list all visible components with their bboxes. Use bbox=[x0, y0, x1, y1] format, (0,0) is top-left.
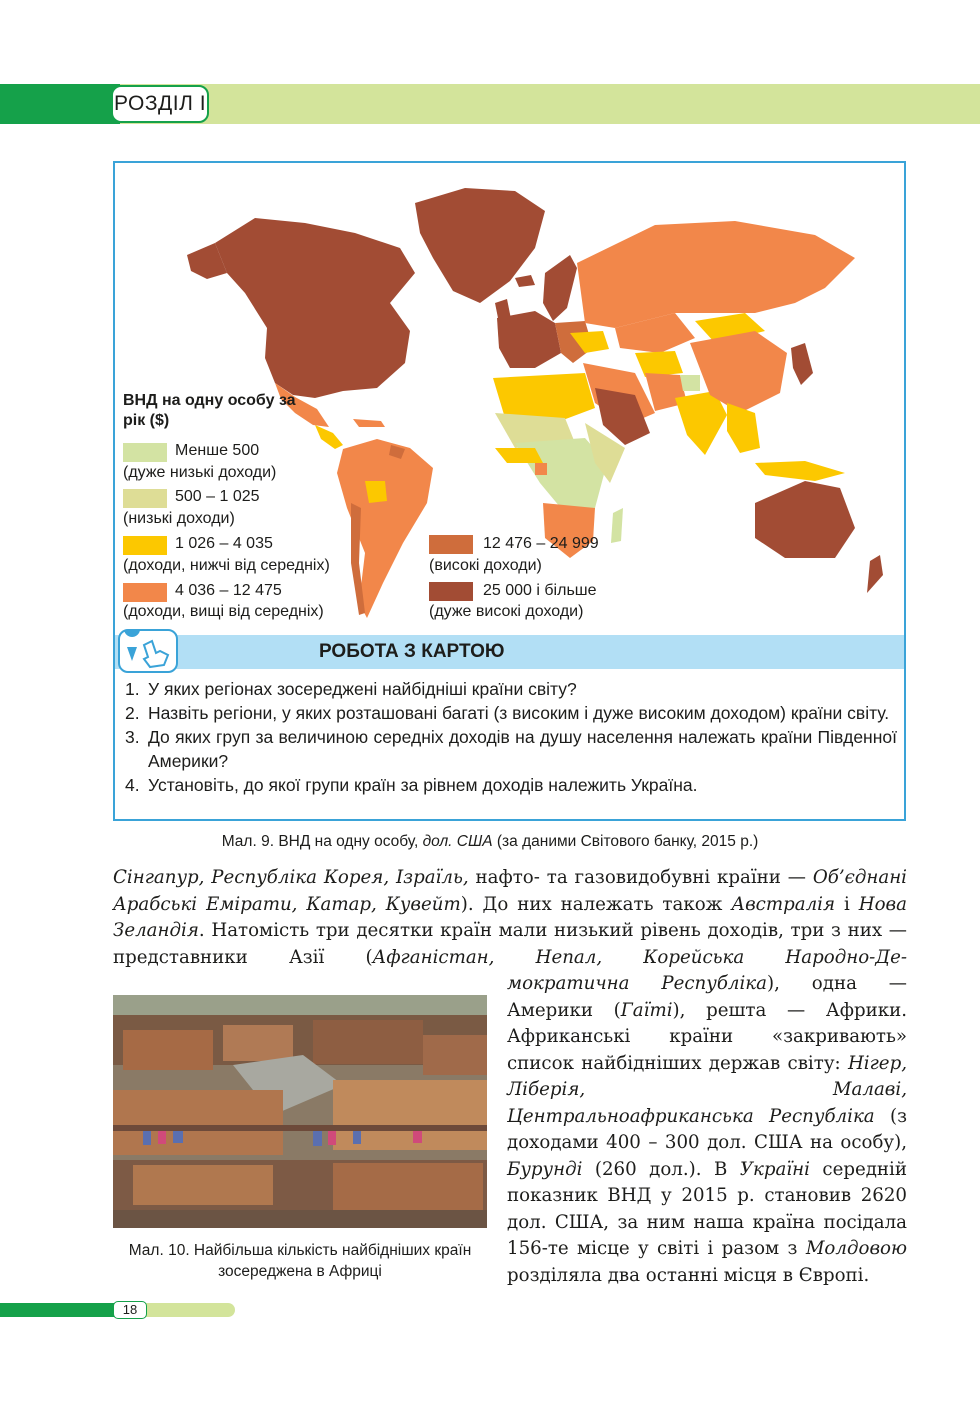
legend-range-low: 500 – 1 025 bbox=[175, 488, 260, 505]
text-italic: Сінгапур, Республіка Корея, Ізраїль, bbox=[113, 867, 469, 888]
header-band-green bbox=[0, 84, 120, 124]
legend-desc-low: (низькі доходи) bbox=[123, 510, 235, 527]
caribbean bbox=[353, 419, 385, 427]
russia bbox=[577, 221, 855, 328]
legend-swatch-lower-middle bbox=[123, 536, 167, 555]
figure-9-caption bbox=[0, 833, 980, 851]
task-number: 3. bbox=[125, 727, 140, 747]
afghanistan bbox=[680, 375, 700, 391]
text: (з доходами 400 – 300 дол. США на особу), bbox=[507, 1105, 908, 1153]
korea-japan bbox=[791, 343, 813, 385]
task-item bbox=[125, 725, 897, 773]
map-work-tasks bbox=[125, 677, 897, 797]
legend-swatch-very-low bbox=[123, 443, 167, 462]
central-america bbox=[315, 425, 343, 449]
text: (260 дол.). В bbox=[582, 1158, 740, 1180]
gabon bbox=[535, 463, 547, 475]
text-italic: мократична Республіка bbox=[507, 973, 768, 994]
text-italic: Нігер, Ліберія, Малаві, Центральноафриканська Республіка bbox=[507, 1052, 907, 1127]
section-label: РОЗДІЛ І bbox=[111, 85, 209, 123]
west-africa-coast bbox=[495, 448, 543, 463]
legend-title: ВНД на одну особу за рік ($) bbox=[123, 392, 296, 429]
task-text: До яких груп за величиною середніх доходів на душу населення належать країни Південної Америки? bbox=[148, 727, 897, 771]
indonesia bbox=[755, 461, 845, 481]
caption-text: Мал. 9. ВНД на одну особу, bbox=[221, 833, 423, 850]
task-item bbox=[125, 773, 897, 797]
text: і bbox=[835, 893, 859, 915]
legend-range-upper-middle: 4 036 – 12 475 bbox=[175, 582, 282, 599]
slum-photo bbox=[113, 995, 487, 1228]
southeast-asia bbox=[727, 403, 760, 453]
legend-desc-lower-middle: (доходи, нижчі від середніх) bbox=[123, 557, 330, 574]
page-number: 18 bbox=[113, 1301, 147, 1319]
header-band-lime bbox=[120, 84, 980, 124]
caption-italic: дол. США bbox=[422, 833, 493, 850]
legend-desc-upper-middle: (доходи, вищі від середніх) bbox=[123, 603, 324, 620]
task-number: 2. bbox=[125, 703, 140, 723]
legend-swatch-very-high bbox=[429, 582, 473, 601]
caption-text: (за даними Світового банку, 2015 р.) bbox=[492, 833, 759, 850]
task-item bbox=[125, 701, 897, 725]
new-zealand bbox=[867, 555, 883, 593]
legend-swatch-upper-middle bbox=[123, 583, 167, 602]
legend-desc-high: (високі доходи) bbox=[429, 557, 542, 574]
text-italic: Молдовою bbox=[805, 1238, 907, 1259]
madagascar bbox=[611, 508, 623, 543]
australia bbox=[755, 481, 855, 558]
text: ), решта — Африки. Африканські країни «закривають» список найбідніших держав світу: bbox=[507, 999, 907, 1074]
text-italic: Нова Зеландія bbox=[113, 893, 907, 941]
footer-band-green bbox=[0, 1303, 120, 1317]
legend-swatch-high bbox=[429, 535, 473, 554]
legend-range-very-high: 25 000 і більше bbox=[483, 582, 597, 599]
north-america bbox=[215, 218, 415, 398]
task-number: 4. bbox=[125, 775, 140, 795]
legend-range-lower-middle: 1 026 – 4 035 bbox=[175, 535, 273, 552]
text-italic: Україні bbox=[739, 1158, 810, 1180]
text: розділяла два останні місця в Європі. bbox=[507, 1264, 870, 1286]
text: ), одна — Америки ( bbox=[507, 973, 907, 1021]
central-asia bbox=[635, 351, 683, 377]
legend-range-high: 12 476 – 24 999 bbox=[483, 535, 599, 552]
text: середній показник ВНД у 2015 р. становив 2620 дол. США, за ним наша країна посідала 156-те місце у світі і разом з bbox=[507, 1158, 907, 1259]
task-text: Назвіть регіони, у яких розташовані багаті (з високим і дуже високим доходом) країни світу. bbox=[148, 703, 890, 723]
paragraph-rich-countries bbox=[113, 865, 907, 971]
task-text: У яких регіонах зосереджені найбідніші країни світу? bbox=[148, 679, 577, 699]
legend-desc-very-high: (дуже високі доходи) bbox=[429, 603, 584, 620]
text-italic: Об’єднані Арабські Емірати, Катар, Кувейт bbox=[113, 867, 908, 915]
scandinavia bbox=[543, 255, 577, 321]
iceland bbox=[515, 275, 535, 287]
figure-10-caption: Мал. 10. Найбільша кількість найбідніших країн зосереджена в Африці bbox=[128, 1242, 472, 1280]
task-number: 1. bbox=[125, 679, 140, 699]
map-figure bbox=[113, 161, 906, 821]
legend-swatch-low bbox=[123, 489, 167, 508]
text: нафто- та газовидобувні країни — bbox=[468, 867, 813, 888]
india bbox=[675, 391, 727, 455]
pointer-hand-icon bbox=[118, 629, 178, 673]
text: ). До них належать також bbox=[460, 893, 732, 915]
legend-range-very-low: Менше 500 bbox=[175, 442, 260, 459]
paragraph-poor-countries bbox=[507, 971, 907, 1289]
map-work-title: РОБОТА З КАРТОЮ bbox=[319, 641, 505, 662]
legend-desc-very-low: (дуже низькі доходи) bbox=[123, 464, 277, 481]
text-italic: Австралія bbox=[731, 893, 836, 915]
task-text: Установіть, до якої групи країн за рівнем доходів належить Україна. bbox=[148, 775, 698, 795]
task-item bbox=[125, 677, 897, 701]
map-work-bar bbox=[115, 635, 904, 669]
text-italic: Гаїті bbox=[620, 999, 673, 1021]
text: . Натомість три десятки країн мали низький рівень доходів, три з них — представники Азії ( bbox=[113, 920, 907, 968]
text-italic: Бурунді bbox=[507, 1158, 583, 1180]
text-italic: Афганістан, Непал, Корейська Народно-Де- bbox=[372, 946, 907, 968]
